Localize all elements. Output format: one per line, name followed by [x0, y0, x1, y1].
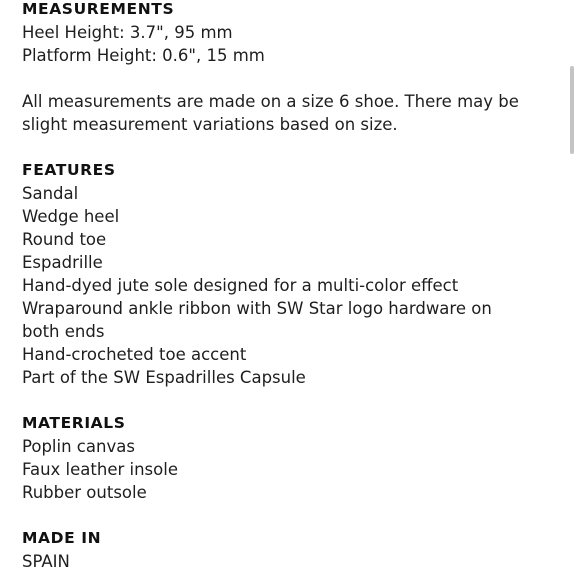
feature-item: both ends [22, 322, 105, 341]
spacer [22, 504, 562, 527]
material-item: Faux leather insole [22, 460, 178, 479]
material-item: Poplin canvas [22, 437, 135, 456]
material-item: Rubber outsole [22, 483, 147, 502]
feature-item: Hand-dyed jute sole designed for a multi-color effect [22, 276, 459, 295]
scrollbar-thumb[interactable] [570, 66, 574, 154]
measurement-note-line-2: slight measurement variations based on size. [22, 115, 398, 134]
feature-item: Espadrille [22, 253, 103, 272]
feature-item: Wraparound ankle ribbon with SW Star logo hardware on [22, 299, 492, 318]
materials-section [22, 412, 562, 504]
made-in-section [22, 527, 562, 573]
feature-item: Round toe [22, 230, 107, 249]
made-in-heading: MADE IN [22, 529, 102, 547]
measurement-note-line-1: All measurements are made on a size 6 shoe. There may be [22, 92, 519, 111]
feature-item: Hand-crocheted toe accent [22, 345, 247, 364]
spacer [22, 389, 562, 412]
materials-heading: MATERIALS [22, 414, 126, 432]
features-heading: FEATURES [22, 161, 116, 179]
spacer [22, 67, 562, 90]
heel-height: Heel Height: 3.7", 95 mm [22, 23, 233, 42]
platform-height: Platform Height: 0.6", 15 mm [22, 46, 265, 65]
made-in-value: SPAIN [22, 552, 70, 571]
feature-item: Sandal [22, 184, 79, 203]
measurements-section [22, 0, 562, 136]
feature-item: Wedge heel [22, 207, 120, 226]
measurements-heading: MEASUREMENTS [22, 0, 175, 18]
features-section [22, 159, 562, 389]
feature-item: Part of the SW Espadrilles Capsule [22, 368, 306, 387]
spacer [22, 136, 562, 159]
product-details [22, 0, 562, 573]
